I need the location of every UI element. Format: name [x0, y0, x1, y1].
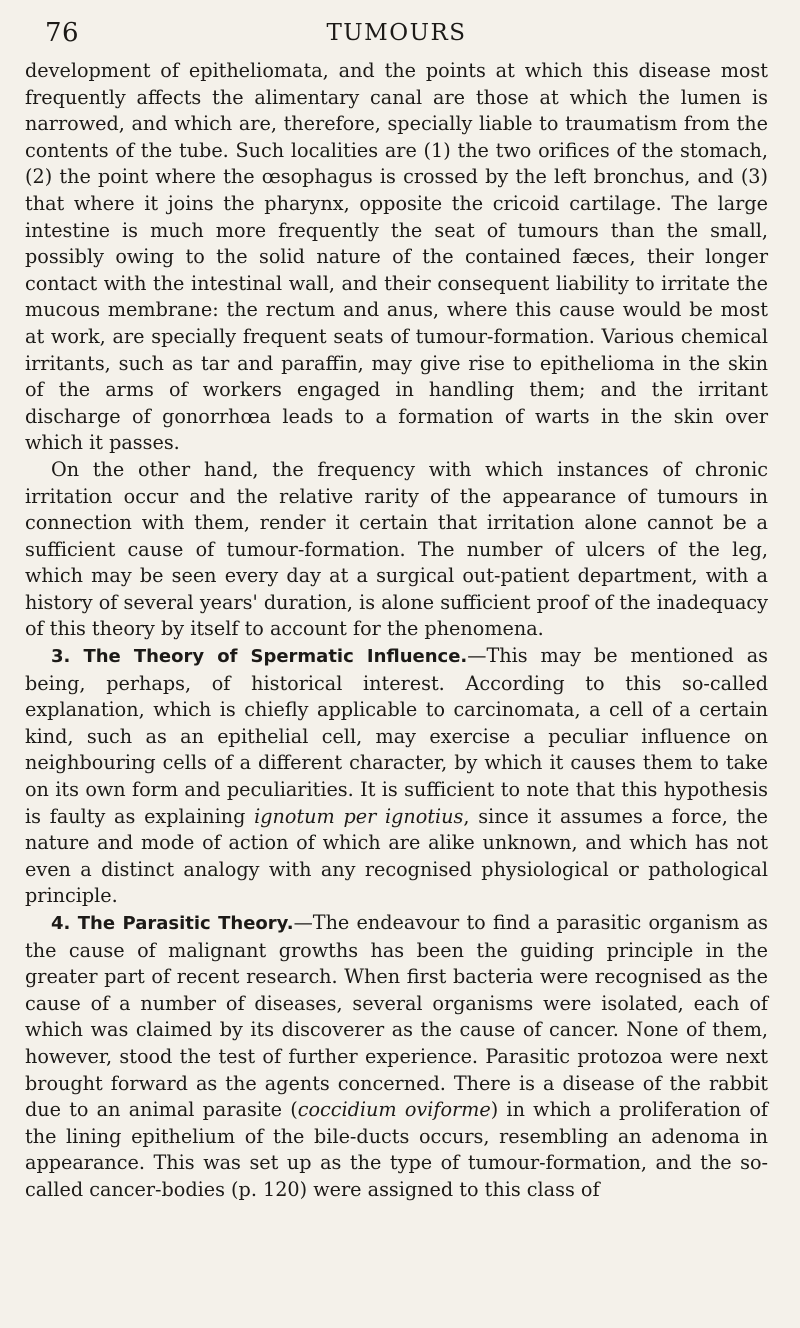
paragraph-4-parasitic-theory: [25, 910, 768, 1204]
running-head: TUMOURS: [326, 20, 467, 46]
paragraph-text: —The endeavour to find a parasitic organism as the cause of malignant growths has been the guiding principle in the greater part of recent research. When first bacteria were recognised as the cause of a number of diseases, several organisms were isolated, each of which was claimed by its discoverer as the cause of cancer. None of them, however, stood the test of further experience. Parasitic protozoa were next brought forward as the agents concerned. There is a disease of the rabbit due to an animal parasite (: [25, 911, 769, 1122]
paragraph-3-spermatic-theory: [25, 643, 768, 910]
paragraph-text: , since it assumes a force, the nature and mode of action of which are alike unknown, and which has not even a distinct analogy with any recognised physiological or pathological principle.: [25, 804, 768, 908]
paragraph-2: On the other hand, the frequency with which instances of chronic irritation occur and the relative rarity of the appearance of tumours in connection with them, render it certain that irritation alone cannot be a sufficient cause of tumour-formation. The number of ulcers of the leg, which may be seen every day at a surgical out-patient department, with a history of several years' duration, is alone sufficient proof of the inadequacy of this theory by itself to account for the phenomena.: [25, 457, 768, 641]
page-body: [25, 58, 768, 1204]
paragraph-1: development of epitheliomata, and the points at which this disease most frequently affects the alimentary canal are those at which the lumen is narrowed, and which are, therefore, specially liable to traumatism from the contents of the tube. Such localities are (1) the two orifices of the stomach, (2) the point where the œsophagus is crossed by the left bronchus, and (3) that where it joins the pharynx, opposite the cricoid cartilage. The large intestine is much more frequently the seat of tumours than the small, possibly owing to the solid nature of the contained fæces, their longer contact with the intestinal wall, and their consequent liability to irritate the mucous membrane: the rectum and anus, where this cause would be most at work, are specially frequent seats of tumour-formation. Various chemical irritants, such as tar and paraffin, may give rise to epithelioma in the skin of the arms of workers engaged in handling them; and the irritant discharge of gonorrhœa leads to a formation of warts in the skin over which it passes.: [25, 59, 768, 455]
page-number: 76: [45, 18, 80, 48]
italic-phrase: coccidium oviforme: [297, 1098, 491, 1122]
section-heading-parasitic-theory: 4. The Parasitic Theory.: [51, 913, 294, 934]
paragraph-text: ) in which a proliferation of the lining epithelium of the bile-ducts occurs, resembling an adenoma in appearance. This was set up as the type of tumour-formation, and the so-called cancer-bodies (p. 120) were assigned to this class of: [25, 1098, 769, 1201]
section-heading-spermatic-influence: 3. The Theory of Spermatic Influence.: [51, 646, 468, 668]
italic-phrase: ignotum per ignotius: [254, 804, 464, 828]
paragraph-text: —This may be mentioned as being, perhaps, of historical interest. According to this so-called explanation, which is chiefly applicable to carcinomata, a cell of a certain kind, such as an epithelial cell, may exercise a peculiar influence on neighbouring cells of a different character, by which it causes them to take on its own form and peculiarities. It is sufficient to note that this hypothesis is faulty as explaining: [25, 644, 768, 828]
page-header: [25, 18, 768, 52]
